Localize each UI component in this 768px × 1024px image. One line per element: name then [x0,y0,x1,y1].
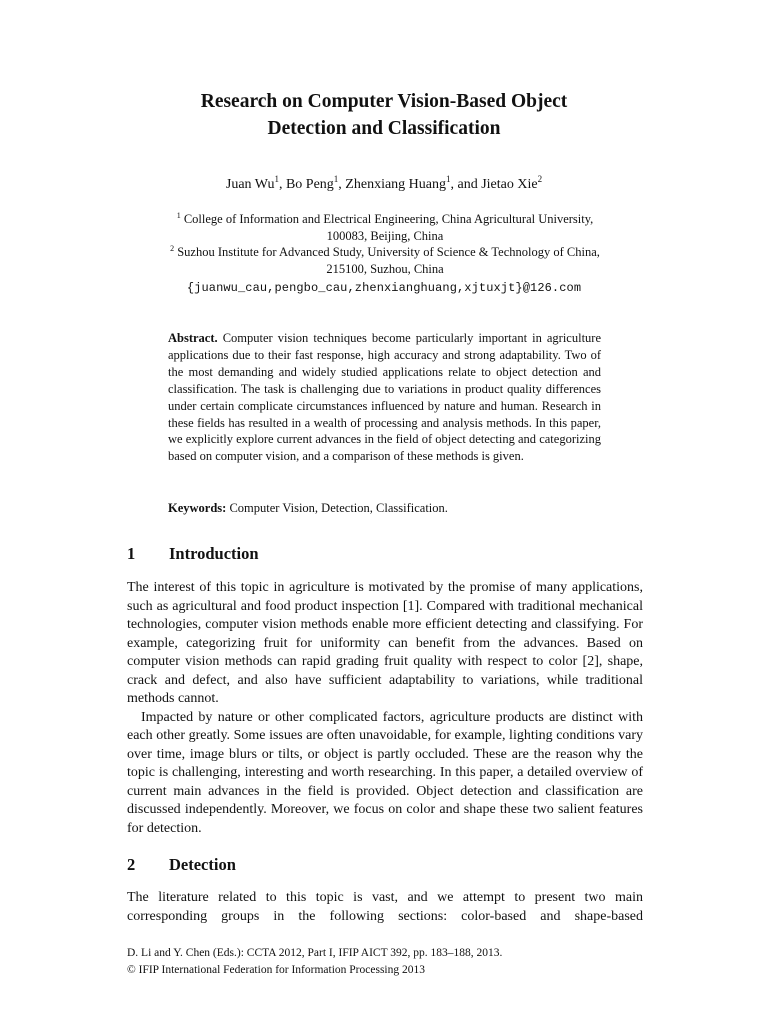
keywords-label: Keywords: [168,501,227,515]
abstract-label: Abstract. [168,331,218,345]
author-list: Juan Wu$^1$, Bo Peng$^1$, Zhenxiang Huang$^1$, and Jietao Xie$^2$ [225,174,543,192]
detection-paragraph-1: The literature related to this topic is vast, and we attempt to present two main corresponding groups in the following sections: color-based and shape-based [127,890,643,924]
intro-paragraph-1: The interest of this topic in agriculture is motivated by the promise of many applications, such as agricultural and food product inspection [1]. Compared with traditional mechanical technologies, computer vision methods enable more efficient detecting and classifying. For example, categorizing fruit for uniformity can benefit from the advances. Based on computer vision methods can rapid grading fruit quality with respect to color [2], shape, crack and defect, and also have sufficient adaptability to variations, while traditional methods cannot. [127,580,643,706]
author-1-affil: 1 [274,174,279,184]
abstract [168,330,601,465]
author-2-affil: 1 [333,174,339,184]
author-2: Bo Peng [285,177,334,192]
author-3-affil: 1 [446,174,451,184]
affiliation-1 [150,211,620,228]
publication-footer [127,945,502,978]
section-title: Introduction [169,544,259,563]
section-number: 1 [127,544,136,563]
author-4-affil: 2 [537,174,543,184]
affiliation-1-marker: 1 [176,211,181,220]
detection-body [127,889,643,926]
intro-paragraph-2: Impacted by nature or other complicated factors, agriculture products are distinct with each other greatly. Some issues are often unavoidable, for example, lighting conditions vary over time, image blurs or tilts, or object is partly occluded. These are the reason why the topic is challenging, interesting and worth researching. In this paper, a detailed overview of current main advances in the field is provided. Object detection and classification are discussed independently. Moreover, we focus on color and shape these two salient features for detection. [127,709,643,836]
affiliations [150,211,620,277]
author-1: Juan Wu [225,177,275,192]
paper-title [0,88,768,142]
keywords-text: Computer Vision, Detection, Classification. [229,501,448,515]
citation-line: D. Li and Y. Chen (Eds.): CCTA 2012, Part I, IFIP AICT 392, pp. 183–188, 2013. [127,947,503,959]
author-4: Jietao Xie [481,177,538,192]
affiliation-2-marker: 2 [170,244,175,254]
author-conjunction: and [457,177,482,192]
section-heading-introduction [127,544,259,564]
introduction-body [127,579,643,838]
title-line-1: Research on Computer Vision-Based Object [200,91,568,112]
affiliation-2-line-2: 215100, Suzhou, China [326,261,444,276]
affiliation-2-line-1: Suzhou Institute for Advanced Study, University of Science & Technology of China, [177,245,600,260]
title-line-2: Detection and Classification [267,118,501,139]
section-heading-detection [127,855,236,875]
section-title: Detection [169,855,236,874]
affiliation-1-line-2: 100083, Beijing, China [326,228,444,243]
section-number: 2 [127,855,136,874]
author-3: Zhenxiang Huang [345,177,446,192]
copyright-line: © IFIP International Federation for Information Processing 2013 [127,963,425,976]
keywords [168,500,601,517]
affiliation-2 [150,244,620,261]
author-emails: {juanwu_cau,pengbo_cau,zhenxianghuang,xjtuxjt}@126.com [186,281,582,295]
abstract-text: Computer vision techniques become particularly important in agriculture applications due to their fast response, high accuracy and strong adaptability. Two of the most demanding and widely studied applications relate to object detection and classification. The task is challenging due to variations in product quality differences under certain complicate circumstances influenced by nature and human. Research in these fields has resulted in a wealth of processing and analysis methods. In this paper, we explicitly explore current advances in the field of object detecting and categorizing based on computer vision, and a comparison of these methods is given. [168,331,602,464]
affiliation-1-line-1: College of Information and Electrical Engineering, China Agricultural University, [183,212,594,226]
